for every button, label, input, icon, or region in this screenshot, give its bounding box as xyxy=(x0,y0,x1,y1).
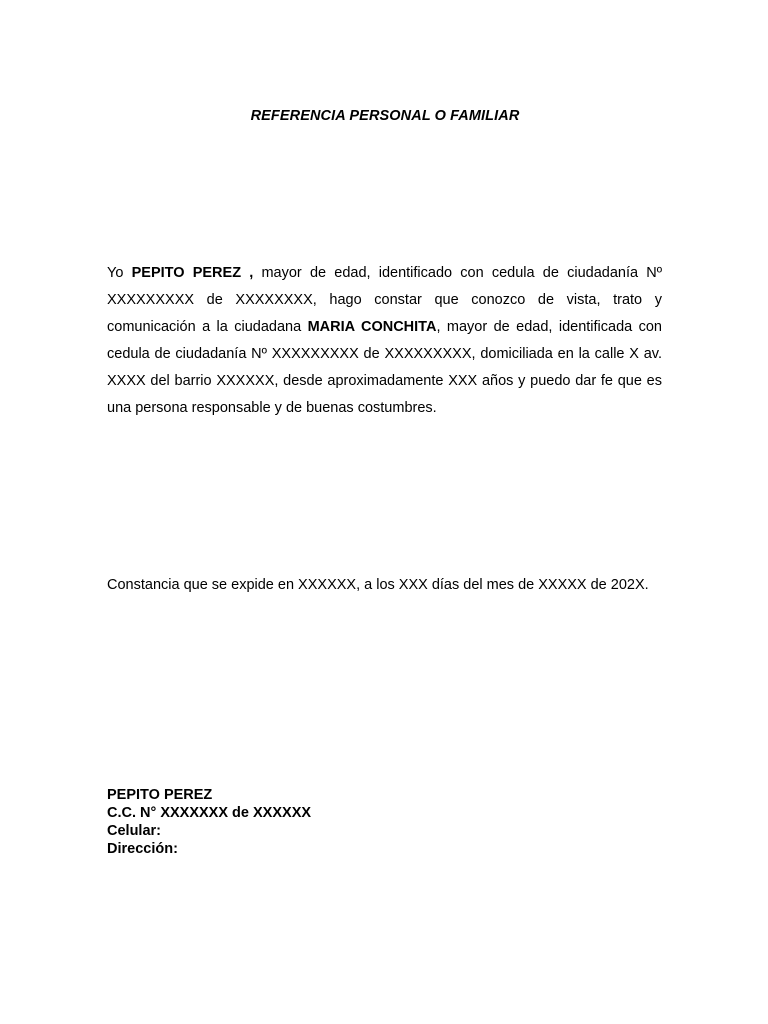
signature-name: PEPITO PEREZ xyxy=(107,787,213,803)
paragraph-intro: Yo xyxy=(107,265,132,281)
signature-phone-label: Celular: xyxy=(107,823,161,839)
signature-address-label: Dirección: xyxy=(107,841,178,857)
document-title: REFERENCIA PERSONAL O FAMILIAR xyxy=(250,108,520,124)
paragraph-part-1: mayor de edad, identificado con cedula de ciudadanía Nº XXXXXXXXX de XXXXXXXX, hago constar que conozco de vista, trato y comunicación a la ciudadana xyxy=(107,265,662,335)
signature-block xyxy=(107,786,311,858)
closing-statement: Constancia que se expide en XXXXXX, a los XXX días del mes de XXXXX de 202X. xyxy=(107,577,649,593)
referrer-name: PEPITO PEREZ , xyxy=(131,265,254,281)
signature-id: C.C. N° XXXXXXX de XXXXXX xyxy=(107,805,312,821)
paragraph-part-2: , mayor de edad, identificada con cedula de ciudadanía Nº XXXXXXXXX de XXXXXXXXX, domiciliada en la calle X av. XXXX del barrio XXXXXX, desde aproximadamente XXX años y puedo dar fe que es una persona responsable y de buenas costumbres. xyxy=(107,319,662,416)
referee-name: MARIA CONCHITA xyxy=(307,319,437,335)
reference-paragraph xyxy=(107,260,662,422)
